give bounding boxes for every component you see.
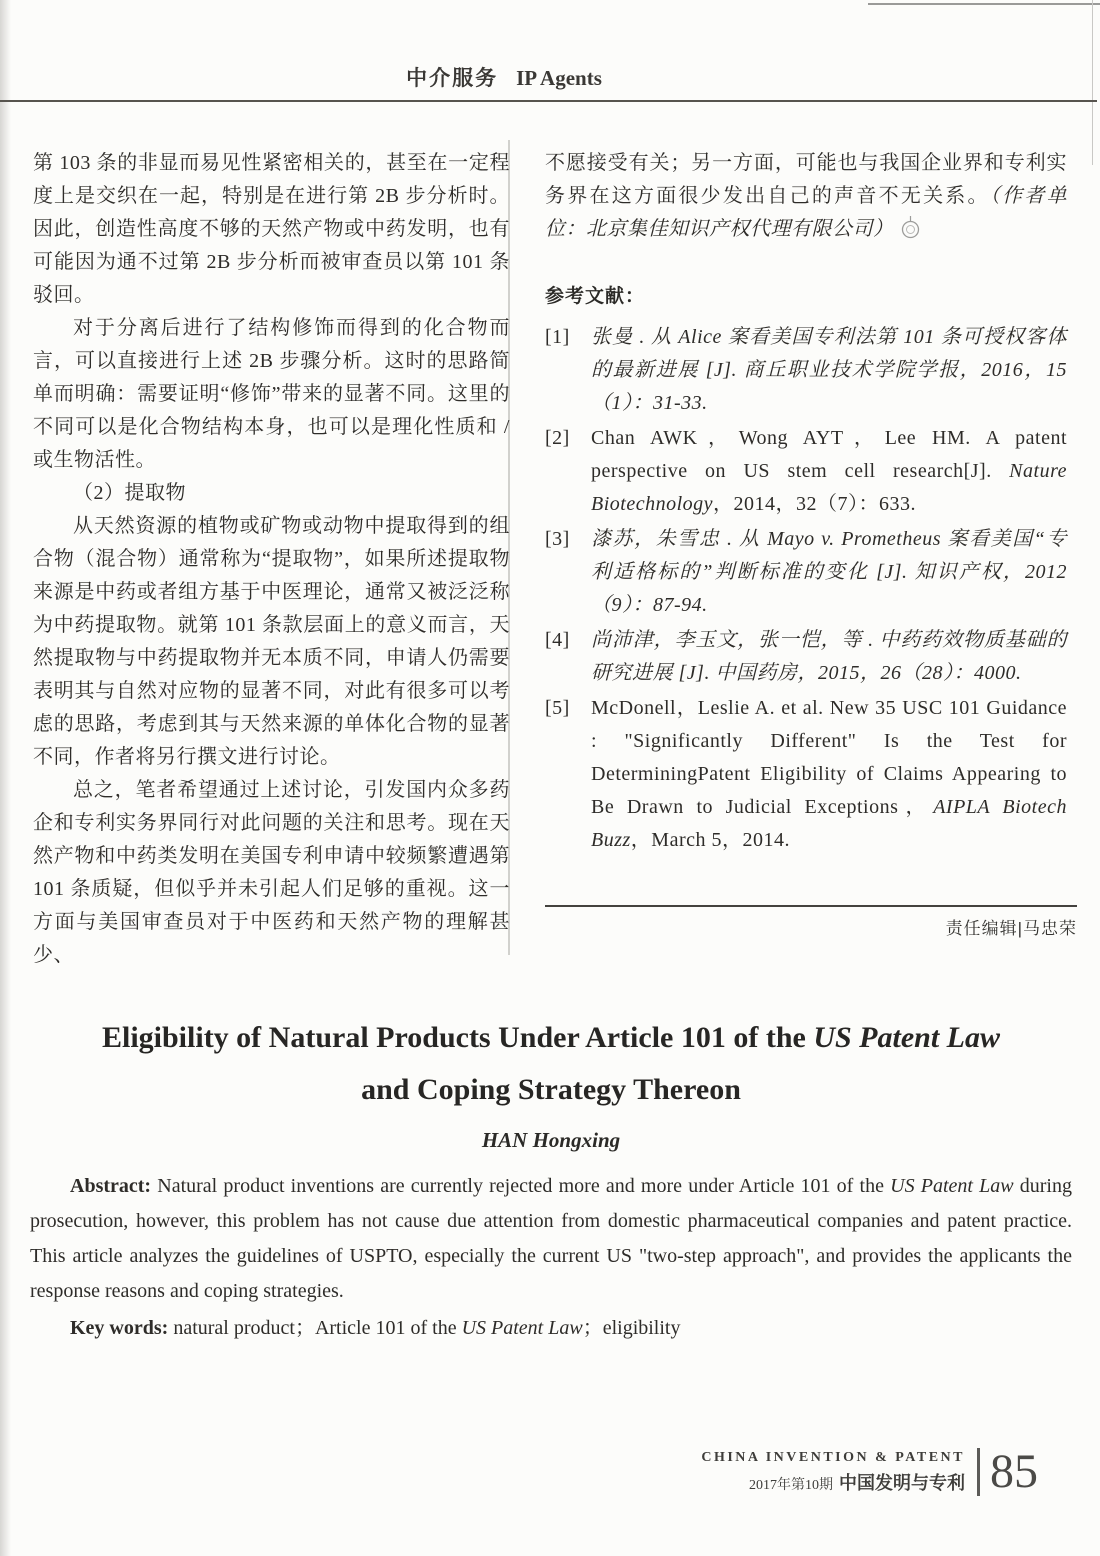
responsible-editor: 责任编辑|马忠荣 — [945, 919, 1077, 938]
journal-name-en: CHINA INVENTION & PATENT — [701, 1449, 965, 1465]
body-paragraph — [33, 774, 510, 972]
running-header — [0, 62, 1008, 92]
reference-item — [545, 523, 1067, 622]
journal-info — [701, 1450, 965, 1495]
reference-item — [545, 692, 1067, 857]
body-paragraph — [33, 147, 510, 312]
reference-number: [3] — [545, 528, 570, 550]
references-heading: 参考文献： — [545, 286, 646, 307]
paragraph-text: 从天然资源的植物或矿物或动物中提取得到的组合物（混合物）通常称为“提取物”，如果所述提取物来源是中药或者组方基于中医理论，通常又被泛泛称为中药提取物。就第 101 条款层面上的意义而言，天然提取物与中药提取物并无本质不同，申请人仍需要表明其与自然对应物的显著不同，对此有很多可以考虑的思路，考虑到其与天然来源的单体化合物的显著不同，作者将另行撰文进行讨论。 — [33, 515, 510, 768]
paragraph-text: 总之，笔者希望通过上述讨论，引发国内众多药企和专利实务界同行对此问题的关注和思考。现在天然产物和中药类发明在美国专利申请中较频繁遭遇第 101 条质疑，但似乎并未引起人们足够的重视。这一方面与美国审查员对于中医药和天然产物的理解甚少、 — [33, 779, 510, 966]
closing-paragraph — [545, 147, 1067, 250]
journal-issue-line — [701, 1469, 965, 1495]
article-title-en — [30, 1012, 1072, 1116]
scan-left-edge-shadow — [0, 0, 11, 1556]
journal-name-cn: 中国发明与专利 — [839, 1472, 965, 1493]
closing-text: 不愿接受有关；另一方面，可能也与我国企业界和专利实务界在这方面很少发出自己的声音不无关系。（作者单位：北京集佳知识产权代理有限公司） — [545, 152, 1068, 240]
editor-rule — [545, 905, 1077, 907]
reference-text: McDonell，Leslie A. et al. New 35 USC 101 Guidance : "Significantly Different" Is the Test for DeterminingPatent Eligibility of Claims Appearing to Be Drawn to Judicial Exceptions，AIPLA Biotech Buzz，March 5，2014. — [591, 697, 1067, 851]
body-paragraph — [33, 312, 510, 477]
issue-label: 2017年第10期 — [749, 1477, 833, 1493]
article-abstract: Abstract: Natural product inventions are currently rejected more and more under Article 101 of the US Patent Law during prosecution, however, this problem has not cause due attention from domestic pharmaceutical companies and patent practice. This article analyzes the guidelines of USPTO, especially the current US "two-step approach", and provides the applicants the response reasons and coping strategies. — [30, 1175, 1072, 1302]
page-footer — [701, 1445, 1038, 1498]
references-list — [545, 321, 1067, 857]
reference-number: [2] — [545, 427, 570, 449]
scan-right-edge-line — [1092, 0, 1093, 165]
reference-text: 尚沛津，李玉文，张一恺，等 . 中药药效物质基础的研究进展 [J]. 中国药房，2015，26（28）：4000. — [591, 629, 1067, 684]
body-paragraph — [33, 477, 510, 510]
section-title-en: IP Agents — [516, 66, 602, 90]
article-author: HAN Hongxing — [481, 1128, 621, 1152]
paragraph-text: （2）提取物 — [73, 482, 186, 504]
reference-item — [545, 624, 1067, 690]
article-title-line2: and Coping Strategy Thereon — [361, 1073, 741, 1106]
section-title-cn: 中介服务 — [406, 67, 499, 90]
reference-number: [4] — [545, 629, 570, 651]
paragraph-text: 对于分离后进行了结构修饰而得到的化合物而言，可以直接进行上述 2B 步骤分析。这时的思路简单而明确：需要证明“修饰”带来的显著不同。这里的不同可以是化合物结构本身，也可以是理化性质和 / 或生物活性。 — [33, 317, 510, 471]
reference-text: 张曼 . 从 Alice 案看美国专利法第 101 条可授权客体的最新进展 [J]. 商丘职业技术学院学报，2016，15（1）：31-33. — [591, 326, 1067, 414]
reference-text: Chan AWK，Wong AYT，Lee HM. A patent perspective on US stem cell research[J]. Nature Biotechnology，2014，32（7）：633. — [591, 427, 1067, 515]
reference-number: [5] — [545, 697, 570, 719]
article-title-line1: Eligibility of Natural Products Under Article 101 of the US Patent Law — [101, 1021, 1001, 1054]
body-paragraph — [33, 510, 510, 774]
scan-top-right-line — [868, 3, 1100, 5]
footer-divider-bar — [977, 1448, 980, 1496]
paragraph-text: 第 103 条的非显而易见性紧密相关的，甚至在一定程度上是交织在一起，特别是在进行第 2B 步分析时。因此，创造性高度不够的天然产物或中药发明，也有可能因为通不过第 2B 步分析而被审查员以第 101 条驳回。 — [33, 152, 510, 306]
reference-item — [545, 321, 1067, 420]
page-number: 85 — [990, 1445, 1038, 1498]
english-abstract-section — [30, 1012, 1072, 1346]
article-keywords: Key words: natural product；Article 101 of the US Patent Law；eligibility — [70, 1317, 681, 1339]
left-column — [33, 147, 510, 972]
end-of-article-icon — [900, 215, 921, 250]
reference-number: [1] — [545, 326, 570, 348]
right-column — [545, 147, 1067, 859]
reference-item — [545, 422, 1067, 521]
reference-text: 漆苏，朱雪忠 . 从 Mayo v. Prometheus 案看美国“专利适格标的”判断标准的变化 [J]. 知识产权，2012（9）：87-94. — [591, 528, 1067, 616]
header-rule — [0, 100, 1097, 102]
